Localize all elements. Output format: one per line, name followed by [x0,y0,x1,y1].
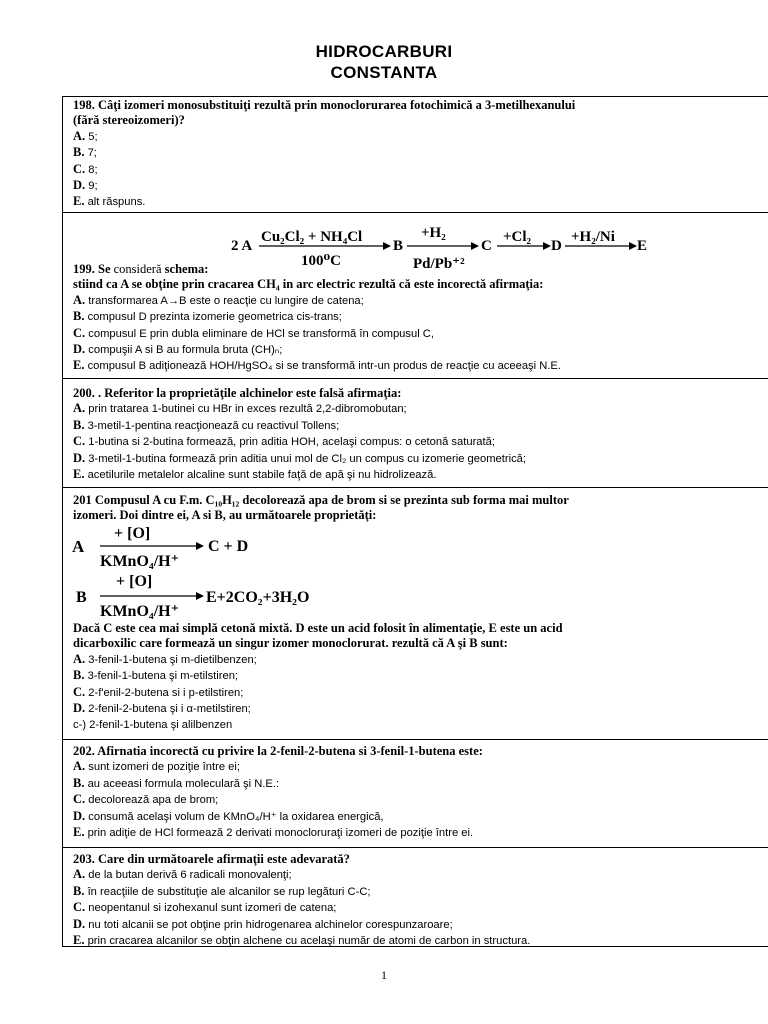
page-subtitle: CONSTANTA [330,63,438,82]
question-stem: 202. Afirnatia incorectă cu privire la 2-fenil-2-butena si 3-fenil-1-butena este: [73,744,483,758]
scheme-b-product: E+2CO₂+3H₂O [206,589,310,606]
option-e: E. acetilurile metalelor alcaline sunt stabile faţă de apă şi nu hidrolizează. [73,467,437,482]
question-stem: izomeri. Doi dintre ei, A si B, au următoarele proprietăţi: [73,508,377,523]
scheme-a-product: C + D [208,538,249,555]
question-201 [73,621,763,734]
question-201-stem [73,493,763,524]
option-c: C. 8; [73,161,98,176]
scheme-product-c: C [481,238,492,254]
scheme-product-b: B [393,238,404,254]
question-stem: stiind ca A se obţine prin cracarea CH₄ in arc electric rezultă că este incorectă afirmaţia: [73,277,544,292]
option-c-minus: c-) 2-fenil-1-butena şi alilbenzen [73,719,233,732]
scheme-arrow2-top: +H₂ [421,225,446,241]
question-stem: 201 Compusul A cu F.m. C₁₀H₁₂ decolorează apa de brom si se prezinta sub forma mai multor [73,493,569,507]
option-e: E. prin cracarea alcanilor se obţin alchene cu acelaşi număr de atomi de carbon in structura. [73,933,531,948]
option-a: A. prin tratarea 1-butinei cu HBr in exces rezultă 2,2-dibromobutan; [73,401,407,416]
scheme-arrow4-top: +H₂/Ni [571,229,615,245]
question-198 [73,98,763,211]
option-a: A. transformarea A→B este o reacţie cu lungire de catena; [73,292,364,307]
question-stem: (fără stereoizomeri)? [73,113,185,128]
question-200 [73,386,763,483]
question-202 [73,744,763,841]
scheme-arrow1-bottom: 100⁰C [301,253,341,269]
scheme-reactant-a: A [72,537,85,556]
option-c: C. decolorează apa de brom; [73,792,219,807]
option-c: C. 1-butina si 2-butina formează, prin aditia HOH, acelaşi compus: o cetonă saturată; [73,434,495,449]
option-b: B. 3-fenil-1-butena şi m-etilstiren; [73,668,239,683]
option-a: A. 3-fenil-1-butena şi m-dietilbenzen; [73,651,257,666]
option-d: D. 2-fenil-2-butena şi i α-metilstiren; [73,701,251,716]
option-d: D. 9; [73,178,98,193]
question-203 [73,852,763,949]
question-stem: 198. Câţi izomeri monosubstituiţi rezultă prin monoclorurarea fotochimică a 3-metilhexanului [73,98,576,112]
option-b: B. 7; [73,145,97,160]
option-b: B. compusul D prezinta izomerie geometrica cis-trans; [73,309,342,324]
option-a: A. 5; [73,128,98,143]
option-d: D. consumă acelaşi volum de KMnO₄/H⁺ la oxidarea energică, [73,808,384,823]
scheme-arrow2-bottom: Pd/Pb⁺² [413,256,465,272]
scheme-a-top: + [O] [114,525,151,542]
question-stem: 203. Care din următoarele afirmaţii este adevarată? [73,852,350,866]
option-e: E. prin adiţie de HCl formează 2 derivati monocloruraţi izomeri de poziţie între ei. [73,825,474,840]
scheme-arrow1-top: Cu₂Cl₂ + NH₄Cl [261,229,363,245]
question-stem: Dacă C este cea mai simplă cetonă mixtă. D este un acid folosit în alimentaţie, E este un acid [73,621,563,635]
reaction-scheme-201a [70,522,370,572]
option-b: B. 3-metil-1-pentina reacţionează cu reactivul Tollens; [73,417,340,432]
option-c: C. neopentanul si izohexanul sunt izomeri de catena; [73,900,337,915]
question-stem: dicarboxilic care formează un singur izomer monoclorurat. rezultă că A şi B sunt: [73,636,508,651]
option-b: B. au aceeasi formula moleculară şi N.E.: [73,775,280,790]
option-e: E. alt răspuns. [73,194,146,209]
question-stem: 200. . Referitor la proprietăţile alchinelor este falsă afirmaţia: [73,386,402,400]
option-b: B. în reacţiile de substituţie ale alcanilor se rup legături C-C; [73,883,371,898]
option-d: D. 3-metil-1-butina formează prin aditia unui mol de Cl₂ un compus cu izomerie geometrică; [73,450,527,465]
option-a: A. de la butan derivă 6 radicali monovalenţi; [73,867,292,882]
scheme-reactant: 2 A [231,238,253,254]
question-stem: 199. Se consideră schema: [73,262,209,276]
scheme-product-d: D [551,238,562,254]
scheme-b-top: + [O] [116,573,153,590]
option-a: A. sunt izomeri de poziţie între ei; [73,759,240,774]
scheme-arrow3-top: +Cl₂ [503,229,532,245]
scheme-b-bottom: KMnO₄/H⁺ [100,603,180,620]
page-number: 1 [381,968,387,982]
reaction-scheme-201b [70,570,400,620]
option-c: C. 2-f'enil-2-butena si i p-etilstiren; [73,684,244,699]
scheme-reactant-b: B [76,589,87,606]
option-e: E. compusul B adiţionează HOH/HgSO₄ si se transformă intr-un produs de reacţie cu aceeaşi N.E. [73,358,561,373]
option-c: C. compusul E prin dubla eliminare de HCl se transformă în compusul C, [73,325,434,340]
page-title: HIDROCARBURI [315,42,453,61]
option-d: D. nu toti alcanii se pot obţine prin hidrogenarea alchinelor corespunzaroare; [73,916,453,931]
option-d: D. compuşii A si B au formula bruta (CH)ₙ; [73,342,283,357]
scheme-a-bottom: KMnO₄/H⁺ [100,553,180,570]
scheme-product-e: E [637,238,648,254]
question-199 [73,262,763,375]
